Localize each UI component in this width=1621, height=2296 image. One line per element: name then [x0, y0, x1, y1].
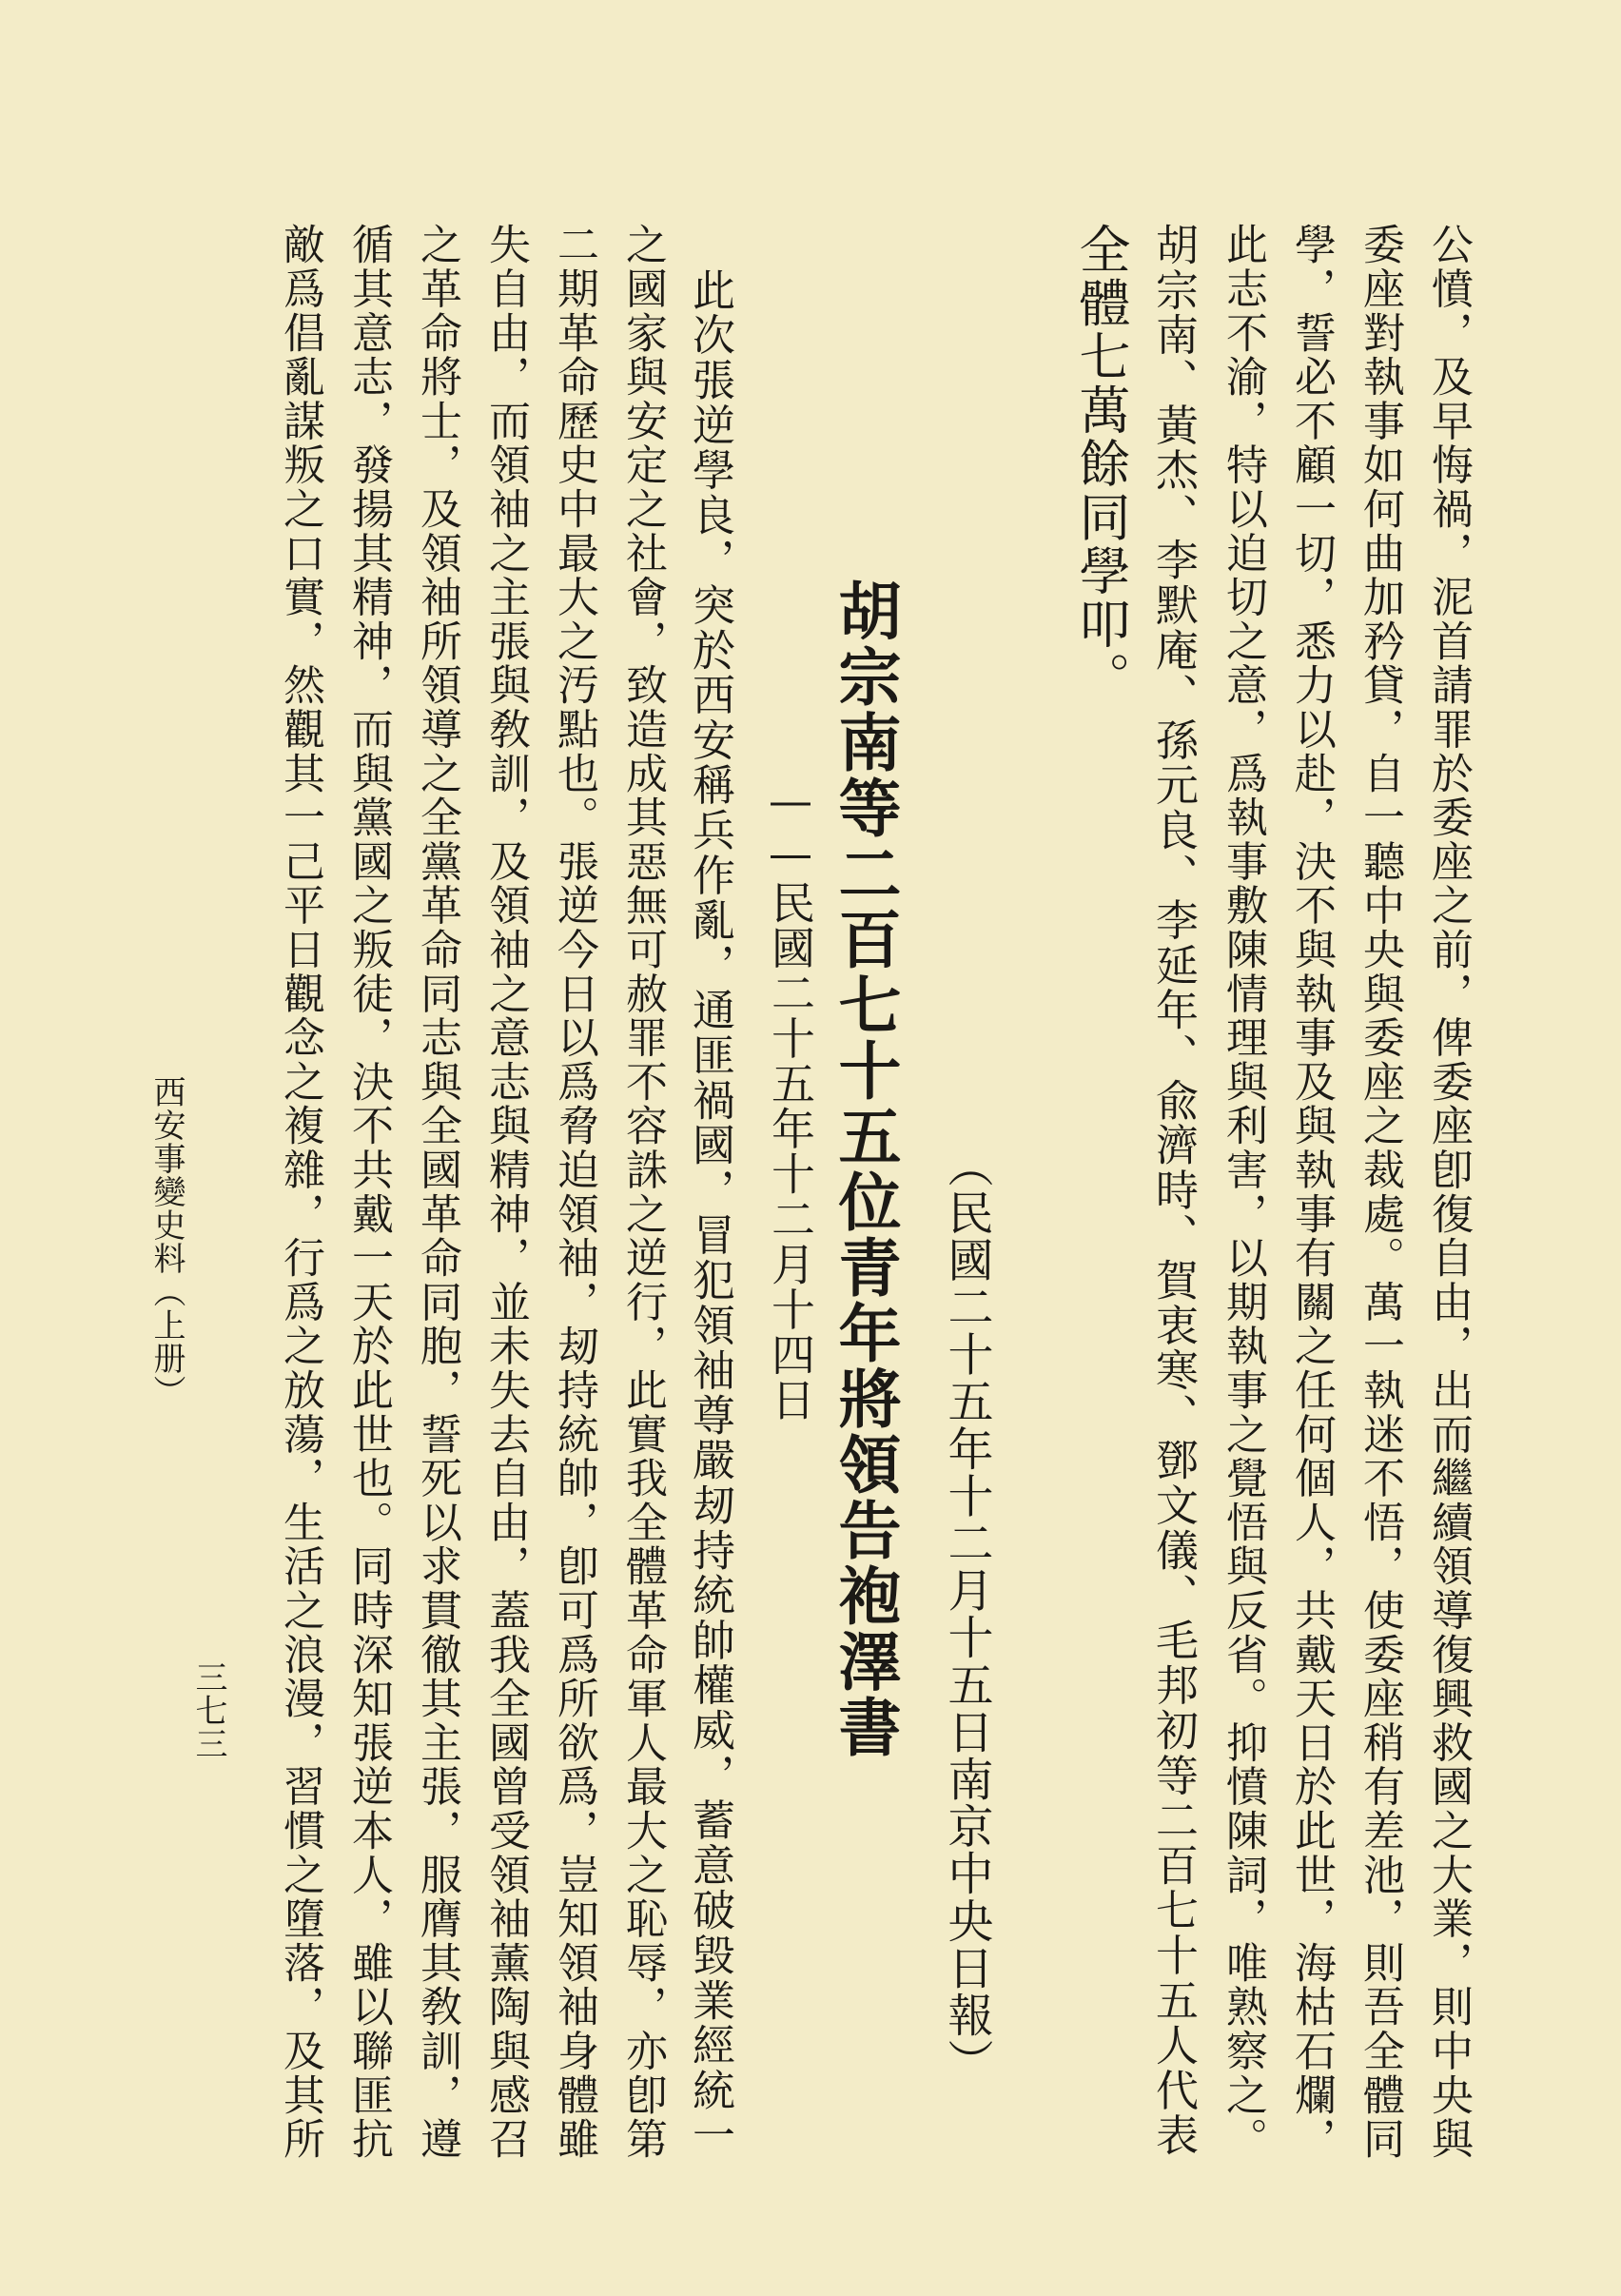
continued-line-1: 公憤，及早悔禍，泥首請罪於委座之前，俾委座卽復自由，出而繼續領導復興救國之大業，則中央與: [1424, 223, 1473, 2162]
body-line-6: 循其意志，發揚其精神，而與黨國之叛徒，決不共戴一天於此世也。同時深知張逆本人，雖以聯匪抗: [344, 223, 393, 2162]
continued-line-3: 學，誓必不顧一切，悉力以赴，決不與執事及與執事有關之任何個人，共戴天日於此世，海枯石爛，: [1287, 223, 1336, 2162]
signatories-closing: 全體七萬餘同學叩。: [1071, 223, 1131, 705]
body-line-7: 敵爲倡亂謀叛之口實，然觀其一己平日觀念之複雜，行爲之放蕩，生活之浪漫，習慣之墮落，及其所: [276, 223, 324, 2162]
body-line-3: 二期革命歷史中最大之汚點也。張逆今日以爲脅迫領袖，刼持統帥，卽可爲所欲爲，豈知領袖身體雖: [550, 223, 598, 2162]
body-line-2: 之國家與安定之社會，致造成其惡無可赦罪不容誅之逆行，此實我全體革命軍人最大之恥辱，亦卽第: [618, 223, 667, 2162]
continued-line-2: 委座對執事如何曲加矜貸，自一聽中央與委座之裁處。萬一執迷不悟，使委座稍有差池，則吾全體同: [1356, 223, 1404, 2162]
continued-line-4: 此志不渝，特以迫切之意，爲執事敷陳情理與利害，以期執事之覺悟與反省。抑憤陳詞，唯熟察之。: [1219, 223, 1267, 2162]
article-title: 胡宗南等二百七十五位青年將領告袍澤書: [828, 579, 902, 1760]
book-title-footer: 西安事變史料（上册）: [147, 1075, 186, 1408]
body-line-5: 之革命將士，及領袖所領導之全黨革命同志與全國革命同胞，誓死以求貫徹其主張，服膺其敎訓，遵: [413, 223, 461, 2162]
signatories-line: 胡宗南、黃杰、李默庵、孫元良、李延年、兪濟時、賀衷寒、鄧文儀、毛邦初等二百七十五人代表: [1148, 223, 1199, 2158]
body-line-4: 失自由，而領袖之主張與敎訓，及領袖之意志與精神，並未失去自由，蓋我全國曾受領袖薰陶與感召: [481, 223, 530, 2162]
body-line-1: 此次張逆學良，突於西安稱兵作亂，通匪禍國，冒犯領袖尊嚴刼持統帥權威，蓄意破毀業經統一: [685, 223, 735, 2158]
source-citation: （民國二十五年十二月十五日南京中央日報）: [940, 1142, 993, 2086]
article-date: ——民國二十五年十二月十四日: [765, 775, 816, 1423]
page-number: 三七三: [189, 1660, 227, 1760]
